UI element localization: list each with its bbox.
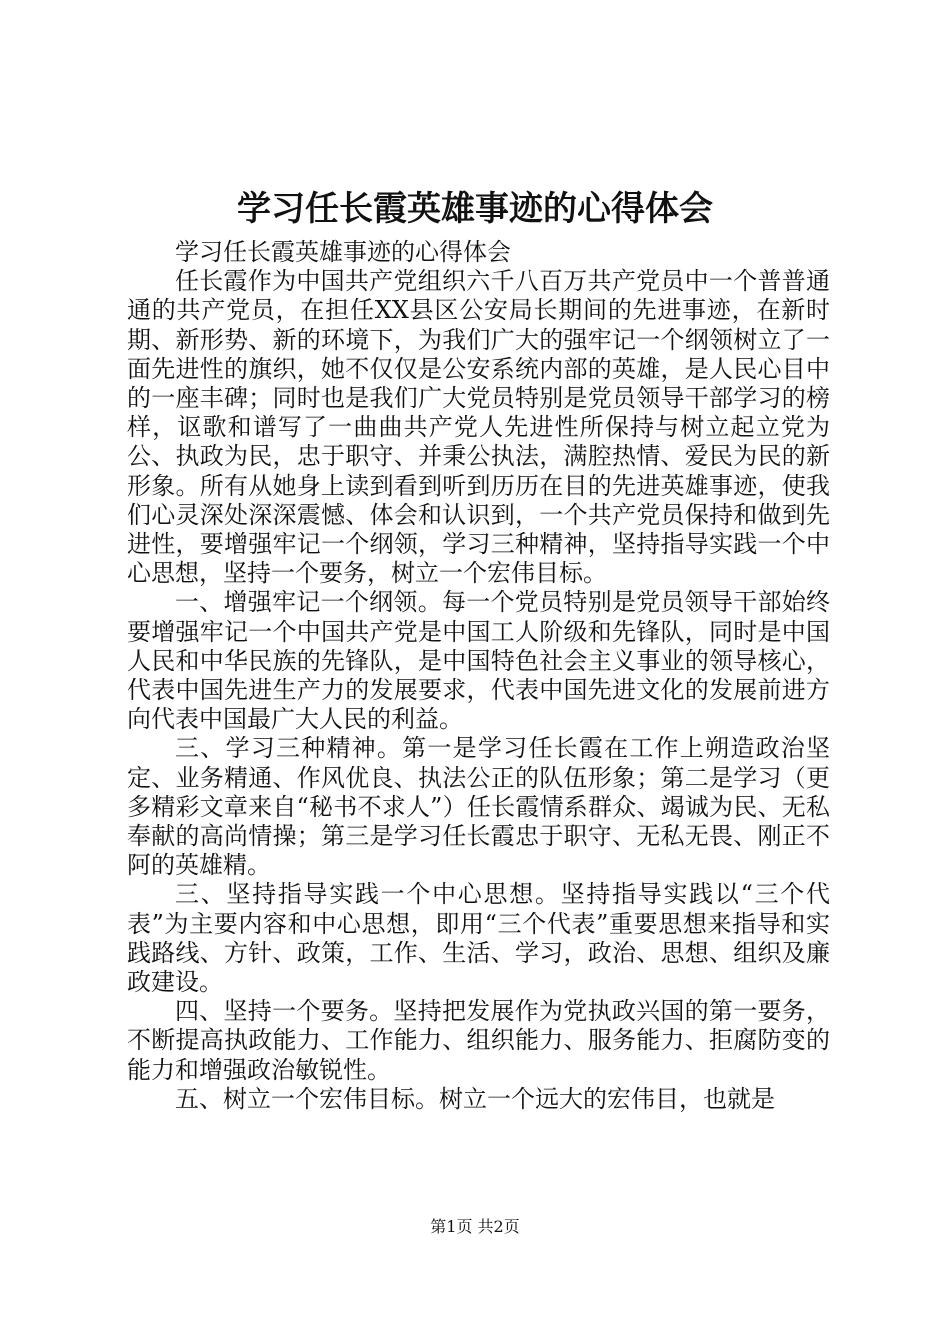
paragraph-section-5: 五、树立一个宏伟目标。树立一个远大的宏伟目，也就是 xyxy=(175,1084,775,1113)
document-body xyxy=(127,238,830,1114)
paragraph-intro: 任长霞作为中国共产党组织六千八百万共产党员中一个普普通通的共产党员，在担任XX县区公安局长期间的先进事迹，在新时期、新形势、新的环境下，为我们广大的强牢记一个纲领树立了一面先进性的旗织，她不仅仅是公安系统内部的英雄，是人民心目中的一座丰碑；同时也是我们广大党员特别是党员领导干部学习的榜样，讴歌和谱写了一曲曲共产党人先进性所保持与树立起立党为公、执政为民，忠于职守、并秉公执法，满腔热情、爱民为民的新形象。所有从她身上读到看到听到历历在目的先进英雄事迹，使我们心灵深处深深震憾、体会和认识到，一个共产党员保持和做到先进性，要增强牢记一个纲领，学习三种精神，坚持指导实践一个中心思想，坚持一个要务，树立一个宏伟目标。 xyxy=(127,267,830,588)
page-footer: 第1页 共2页 xyxy=(430,1217,520,1236)
paragraph-section-3: 三、坚持指导实践一个中心思想。坚持指导实践以“三个代表”为主要内容和中心思想，即用“三个代表”重要思想来指导和实践路线、方针、政策，工作、生活、学习，政治、思想、组织及廉政建设。 xyxy=(127,880,830,997)
paragraph-section-4: 四、坚持一个要务。坚持把发展作为党执政兴国的第一要务，不断提高执政能力、工作能力、组织能力、服务能力、拒腐防变的能力和增强政治敏锐性。 xyxy=(127,997,830,1084)
paragraph-section-1: 一、增强牢记一个纲领。每一个党员特别是党员领导干部始终要增强牢记一个中国共产党是中国工人阶级和先锋队，同时是中国人民和中华民族的先锋队，是中国特色社会主义事业的领导核心，代表中国先进生产力的发展要求，代表中国先进文化的发展前进方向代表中国最广大人民的利益。 xyxy=(127,588,830,734)
paragraph-subtitle: 学习任长霞英雄事迹的心得体会 xyxy=(175,238,511,266)
document-title: 学习任长霞英雄事迹的心得体会 xyxy=(237,189,713,229)
paragraph-section-2: 三、学习三种精神。第一是学习任长霞在工作上朔造政治坚定、业务精通、作风优良、执法公正的队伍形象；第二是学习（更多精彩文章来自“秘书不求人”）任长霞情系群众、竭诚为民、无私奉献的高尚情操；第三是学习任长霞忠于职守、无私无畏、刚正不阿的英雄精。 xyxy=(127,734,830,880)
